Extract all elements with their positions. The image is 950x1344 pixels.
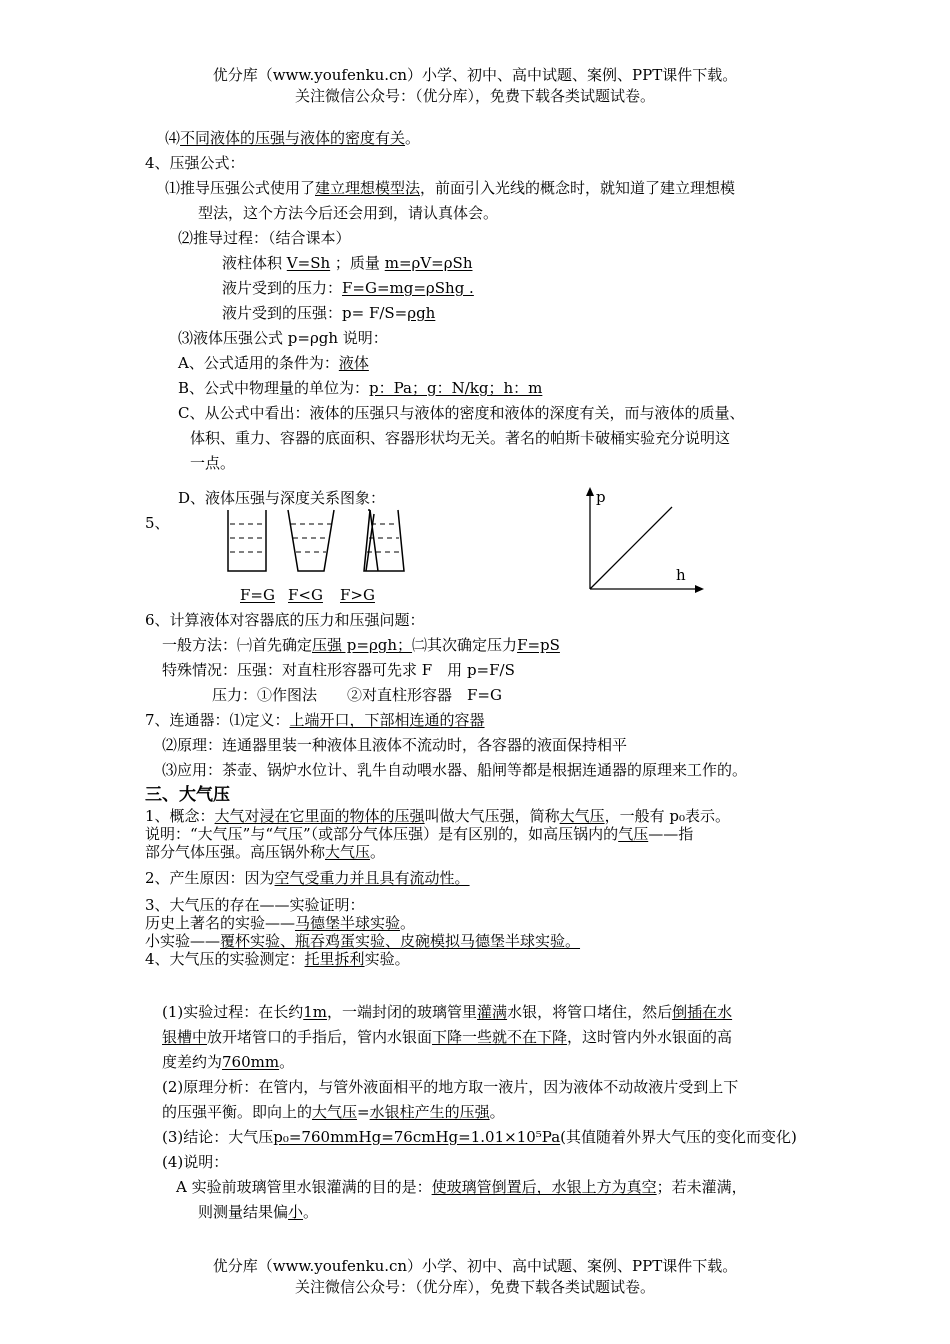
container-straight bbox=[228, 510, 266, 571]
container-wide-bottom bbox=[360, 508, 410, 573]
principle-line-2: 的压强平衡。即向上的大气压=水银柱产生的压强。 bbox=[162, 1103, 505, 1121]
force-line: 液片受到的压力：F=G=mg=ρShg . bbox=[222, 279, 474, 297]
container-wide-top bbox=[288, 510, 334, 571]
s7-principle: ⑵原理：连通器里装一种液体且液体不流动时，各容器的液面保持相平 bbox=[162, 736, 628, 754]
conclusion-line: (3)结论：大气压p₀=760mmHg=76cmHg=1.01×10⁵Pa(其值随着外界大气压的变化而变化) bbox=[162, 1128, 797, 1146]
concept-line: 1、概念：大气对浸在它里面的物体的压强叫做大气压强，简称大气压，一般有 p₀表示。 bbox=[145, 807, 730, 825]
note-heading: (4)说明： bbox=[162, 1153, 229, 1171]
concept-note: 说明：“大气压”与“气压”（或部分气体压强）是有区别的，如高压锅内的气压——指 bbox=[145, 825, 694, 843]
item-d: D、液体压强与深度关系图象： bbox=[178, 489, 386, 507]
principle-line-1: (2)原理分析：在管内，与管外液面相平的地方取一液片，因为液体不动故液片受到上下 bbox=[162, 1078, 739, 1096]
volume-line: 液柱体积 V=Sh ；质量 m=ρV=ρSh bbox=[222, 254, 473, 272]
label-greater: F>G bbox=[340, 586, 375, 604]
procedure-line-2: 银槽中放开堵管口的手指后，管内水银面下降一些就不在下降，这时管内外水银面的高 bbox=[162, 1028, 733, 1046]
s4-item-1: ⑴推导压强公式使用了建立理想模型法，前面引入光线的概念时，就知道了建立理想模 bbox=[165, 179, 736, 197]
s7-application: ⑶应用：茶壶、锅炉水位计、乳牛自动喂水器、船闸等都是根据连通器的原理来工作的。 bbox=[162, 761, 748, 779]
note-a-line-1: A 实验前玻璃管里水银灌满的目的是：使玻璃管倒置后，水银上方为真空；若未灌满， bbox=[176, 1178, 747, 1196]
x-arrow bbox=[695, 585, 704, 593]
point-4: ⑷不同液体的压强与液体的密度有关。 bbox=[165, 129, 421, 147]
history-experiment: 历史上著名的实验——马德堡半球实验。 bbox=[145, 914, 416, 932]
section-5-title: 5、 bbox=[145, 514, 170, 532]
part-3-heading: 三、大气压 bbox=[145, 785, 230, 805]
label-equal: F=G bbox=[240, 586, 275, 604]
graph-line bbox=[590, 507, 672, 589]
section-7-title: 7、连通器：⑴定义：上端开口，下部相连通的容器 bbox=[145, 711, 485, 729]
y-arrow bbox=[586, 487, 594, 496]
s4-item-3: ⑶液体压强公式 p=ρgh 说明： bbox=[178, 329, 388, 347]
section-4-title: 4、压强公式： bbox=[145, 154, 245, 172]
item-a: A、公式适用的条件为：液体 bbox=[178, 354, 369, 372]
item-b: B、公式中物理量的单位为：p：Pa；g：N/kg；h：m bbox=[178, 379, 543, 397]
item-c-line-1: C、从公式中看出：液体的压强只与液体的密度和液体的深度有关，而与液体的质量、 bbox=[178, 404, 745, 422]
s4-item-1-cont: 型法，这个方法今后还会用到，请认真体会。 bbox=[198, 204, 499, 222]
cause-line: 2、产生原因：因为空气受重力并且具有流动性。 bbox=[145, 869, 470, 887]
section-6-title: 6、计算液体对容器底的压力和压强问题： bbox=[145, 611, 425, 629]
note-a-line-2: 则测量结果偏小。 bbox=[198, 1203, 319, 1221]
general-method: 一般方法：㈠首先确定压强 p=ρgh；㈡其次确定压力F=pS bbox=[162, 636, 560, 654]
special-case: 特殊情况：压强：对直柱形容器可先求 F 用 p=F/S bbox=[162, 661, 515, 679]
item-c-line-2: 体积、重力、容器的底面积、容器形状均无关。著名的帕斯卡破桶实验充分说明这 bbox=[190, 429, 731, 447]
label-less: F<G bbox=[288, 586, 323, 604]
measurement-line: 4、大气压的实验测定：托里拆利实验。 bbox=[145, 950, 410, 968]
procedure-line-3: 度差约为760mm。 bbox=[162, 1053, 295, 1071]
footer-line-2: 关注微信公众号：（优分库），免费下载各类试题试卷。 bbox=[294, 1278, 655, 1296]
small-experiments: 小实验——覆杯实验、瓶吞鸡蛋实验、皮碗模拟马德堡半球实验。 bbox=[145, 932, 581, 950]
footer-line-1: 优分库（www.youfenku.cn）小学、初中、高中试题、案例、PPT课件下载。 bbox=[212, 1257, 738, 1275]
concept-note-2: 部分气体压强。高压锅外称大气压。 bbox=[145, 843, 386, 861]
graph-h-label: h bbox=[676, 566, 686, 584]
procedure-line-1: (1)实验过程：在长约1m，一端封闭的玻璃管里灌满水银，将管口堵住，然后倒插在水 bbox=[162, 1003, 733, 1021]
header-line-1: 优分库（www.youfenku.cn）小学、初中、高中试题、案例、PPT课件下载。 bbox=[212, 66, 738, 84]
existence-line: 3、大气压的存在——实验证明： bbox=[145, 896, 365, 914]
pressure-line: 液片受到的压强：p= F/S=ρgh bbox=[222, 304, 436, 322]
item-c-line-3: 一点。 bbox=[190, 454, 236, 472]
header-line-2: 关注微信公众号：（优分库），免费下载各类试题试卷。 bbox=[294, 87, 655, 105]
special-case-force: 压力：①作图法 ②对直柱形容器 F=G bbox=[212, 686, 502, 704]
graph-p-label: p bbox=[596, 488, 606, 506]
s4-item-2: ⑵推导过程：（结合课本） bbox=[178, 229, 351, 247]
